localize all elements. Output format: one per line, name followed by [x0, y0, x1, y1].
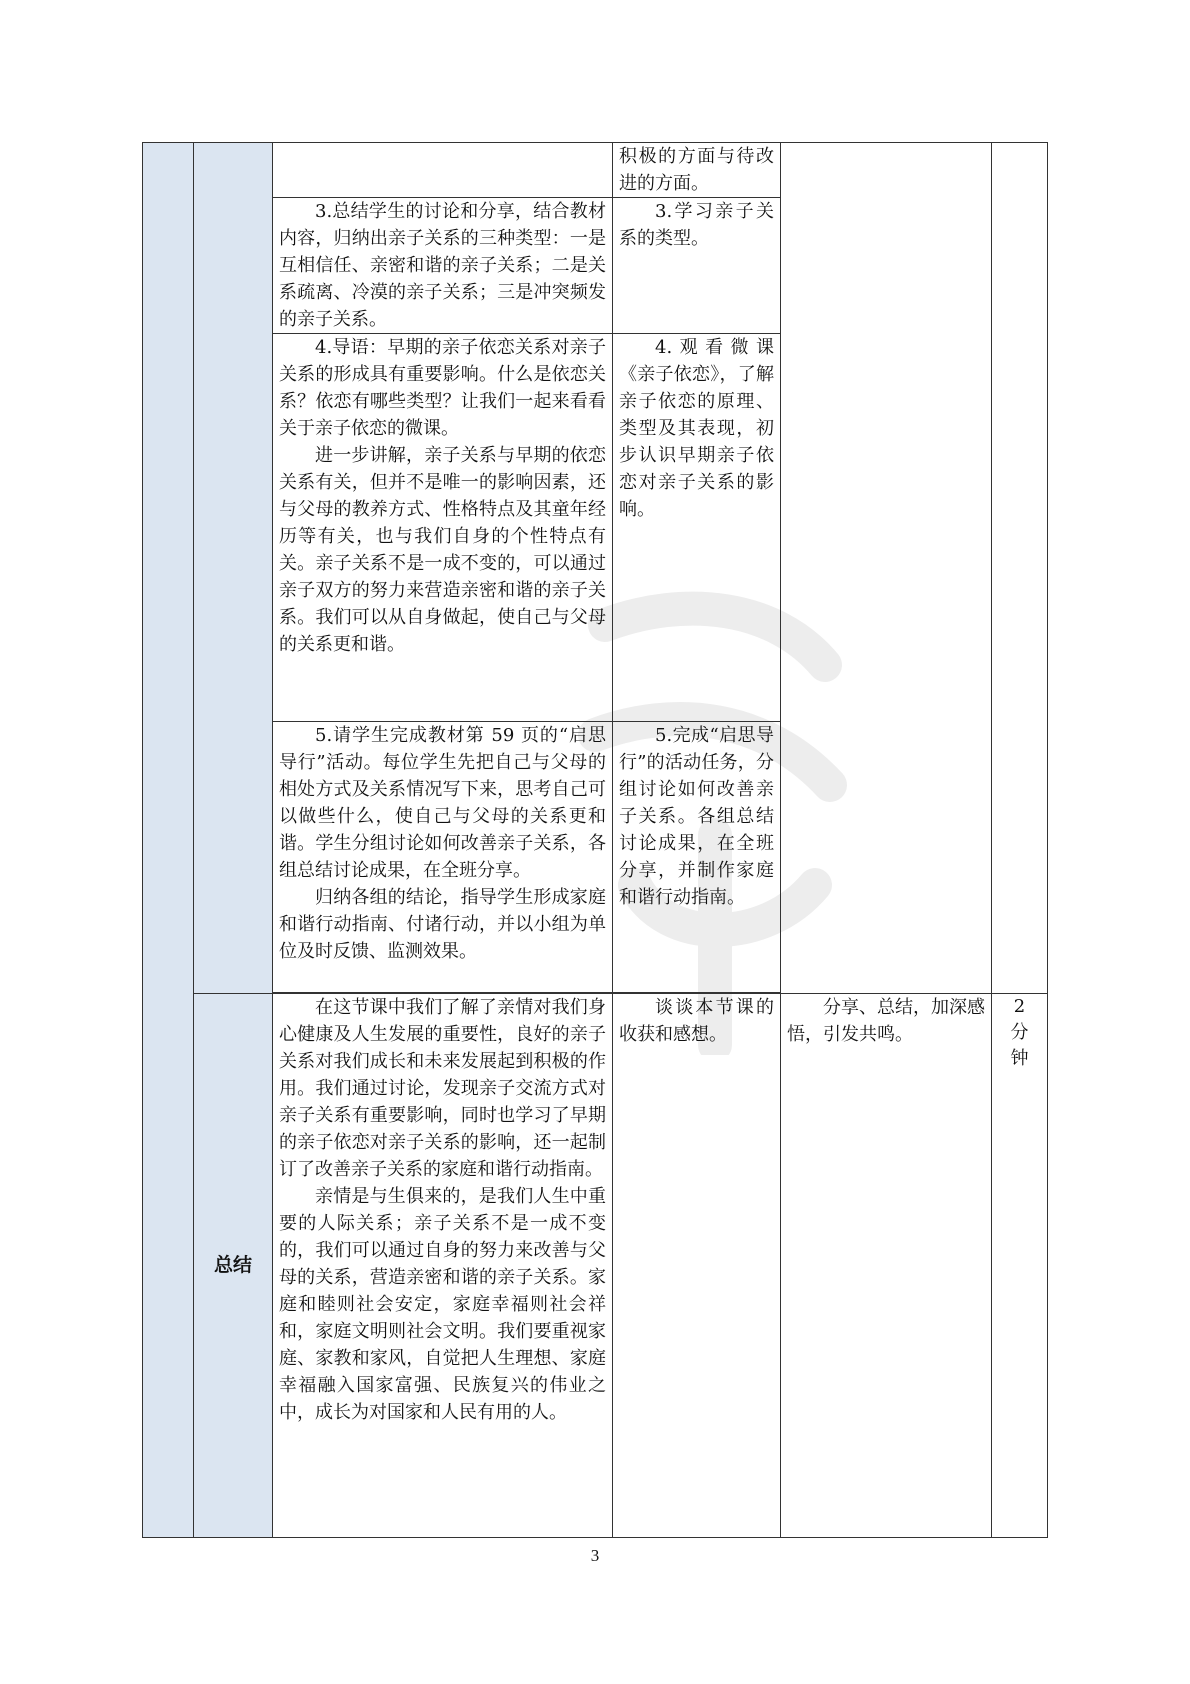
- teacher-activity-cell: [273, 994, 613, 1538]
- intent-cell: [781, 994, 992, 1538]
- stage-cell-continued: [194, 143, 273, 994]
- teacher-activity-cell: [273, 143, 613, 198]
- student-activity-text: 5.完成“启思导行”的活动任务，分组讨论如何改善亲子关系。各组总结讨论成果，在全班分享，并制作家庭和谐行动指南。: [619, 725, 774, 908]
- table-row: [143, 994, 1048, 1538]
- student-activity-text: 积极的方面与待改进的方面。: [619, 146, 774, 194]
- time-unit: 钟: [1010, 1048, 1029, 1069]
- teacher-activity-text: 5.请学生完成教材第 59 页的“启思导行”活动。每位学生先把自己与父母的相处方式及关系情况写下来，思考自己可以做些什么，使自己与父母的关系更和谐。学生分组讨论如何改善亲子关系，各组总结讨论成果，在全班分享。: [279, 725, 606, 881]
- lesson-plan-table: [142, 142, 1048, 1538]
- teacher-activity-cell: [273, 198, 613, 334]
- teacher-activity-cell: [273, 722, 613, 993]
- page-number: 3: [590, 1546, 600, 1565]
- student-activity-cell: [613, 994, 781, 1538]
- time-cell: [992, 994, 1048, 1538]
- time-allocation: [998, 994, 1041, 1072]
- student-activity-cell: [613, 143, 781, 198]
- student-activity-cell: [613, 198, 781, 334]
- teacher-activity-text: 进一步讲解，亲子关系与早期的依恋关系有关，但并不是唯一的影响因素，还与父母的教养方式、性格特点及其童年经历等有关，也与我们自身的个性特点有关。亲子关系不是一成不变的，可以通过亲子双方的努力来营造亲密和谐的亲子关系。我们可以从自身做起，使自己与父母的关系更和谐。: [279, 445, 606, 655]
- student-activity-cell: [613, 334, 781, 722]
- student-activity-text: 3.学习亲子关系的类型。: [619, 201, 774, 249]
- intent-text: 分享、总结，加深感悟，引发共鸣。: [787, 997, 985, 1045]
- teacher-activity-text: 3.总结学生的讨论和分享，结合教材内容，归纳出亲子关系的三种类型：一是互相信任、亲密和谐的亲子关系；二是关系疏离、冷漠的亲子关系；三是冲突频发的亲子关系。: [279, 201, 606, 330]
- side-column: [143, 143, 194, 1538]
- time-unit: 分: [1010, 1022, 1029, 1043]
- teacher-activity-text: 归纳各组的结论，指导学生形成家庭和谐行动指南、付诸行动，并以小组为单位及时反馈、监测效果。: [279, 887, 606, 962]
- teacher-activity-text: 4.导语：早期的亲子依恋关系对亲子关系的形成具有重要影响。什么是依恋关系？依恋有哪些类型？让我们一起来看看关于亲子依恋的微课。: [279, 337, 606, 439]
- time-cell: [992, 143, 1048, 994]
- intent-cell: [781, 143, 992, 994]
- stage-label-summary: 总结: [194, 994, 273, 1538]
- table-row: [143, 143, 1048, 198]
- student-activity-text: 谈谈本节课的收获和感想。: [619, 997, 774, 1045]
- teacher-activity-cell: [273, 334, 613, 722]
- teacher-activity-text: 亲情是与生俱来的，是我们人生中重要的人际关系；亲子关系不是一成不变的，我们可以通过自身的努力来改善与父母的关系，营造亲密和谐的亲子关系。家庭和睦则社会安定，家庭幸福则社会祥和，家庭文明则社会文明。我们要重视家庭、家教和家风，自觉把人生理想、家庭幸福融入国家富强、民族复兴的伟业之中，成长为对国家和人民有用的人。: [279, 1186, 606, 1423]
- teacher-activity-text: 在这节课中我们了解了亲情对我们身心健康及人生发展的重要性，良好的亲子关系对我们成长和未来发展起到积极的作用。我们通过讨论，发现亲子交流方式对亲子关系有重要影响，同时也学习了早期的亲子依恋对亲子关系的影响，还一起制订了改善亲子关系的家庭和谐行动指南。: [279, 997, 606, 1180]
- student-activity-cell: [613, 722, 781, 993]
- student-activity-text: 4.观看微课《亲子依恋》，了解亲子依恋的原理、类型及其表现，初步认识早期亲子依恋对亲子关系的影响。: [619, 337, 774, 520]
- time-number: 2: [1013, 996, 1026, 1017]
